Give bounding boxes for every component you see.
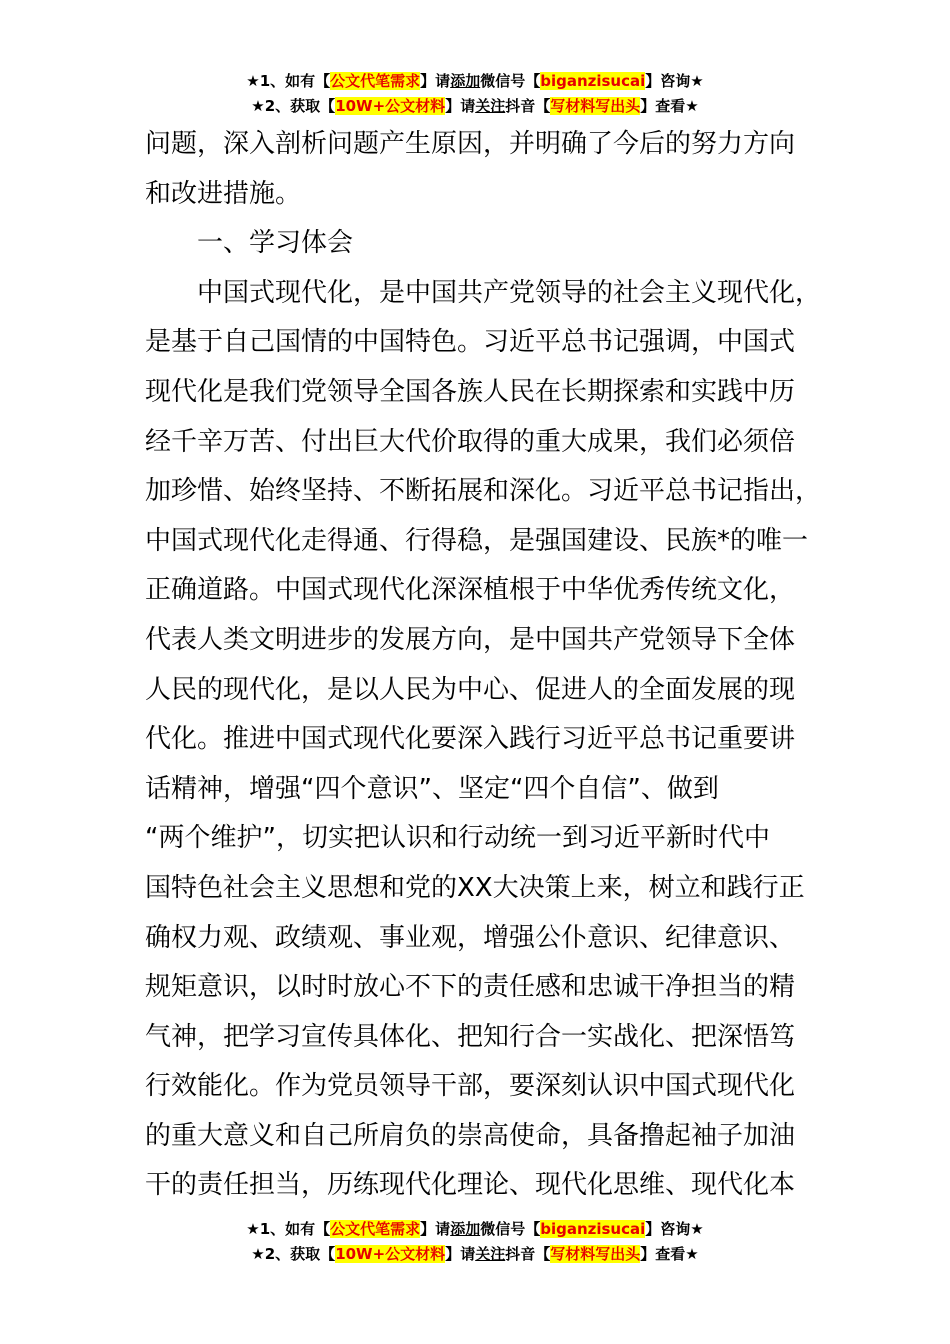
- promo-highlight-materials: 10W+公文材料: [335, 1245, 446, 1263]
- text-line: 是基于自己国情的中国特色。习近平总书记强调，中国式: [145, 327, 796, 358]
- text-line: 人民的现代化，是以人民为中心、促进人的全面发展的现: [145, 674, 796, 705]
- promo-line-2: ★2、获取【10W+公文材料】请关注抖音【写材料写出头】查看★: [251, 97, 699, 115]
- text-line: “两个维护”，切实把认识和行动统一到习近平新时代中: [145, 823, 770, 854]
- promo-highlight-wechat-id: biganzisucai: [540, 72, 646, 90]
- text-line: 话精神，增强“四个意识”、坚定“四个自信”、做到: [145, 773, 719, 804]
- promo-emphasis-add: 添加: [450, 1220, 481, 1238]
- text-line: 行效能化。作为党员领导干部，要深刻认识中国式现代化: [145, 1071, 796, 1102]
- promo-line-2: ★2、获取【10W+公文材料】请关注抖音【写材料写出头】查看★: [251, 1245, 699, 1263]
- promo-highlight-service: 公文代笔需求: [330, 72, 421, 90]
- text-line: 干的责任担当，历练现代化理论、现代化思维、现代化本: [145, 1170, 796, 1201]
- promo-emphasis-follow: 关注: [475, 97, 506, 115]
- text-line: 中国式现代化，是中国共产党领导的社会主义现代化，: [197, 277, 822, 308]
- promo-highlight-douyin: 写材料写出头: [550, 97, 641, 115]
- text-line: 中国式现代化走得通、行得稳，是强国建设、民族*的唯一: [145, 525, 809, 556]
- text-line: 国特色社会主义思想和党的XX大决策上来，树立和践行正: [145, 872, 805, 903]
- text-line: 正确道路。中国式现代化深深植根于中华优秀传统文化，: [145, 575, 796, 606]
- text-line: 的重大意义和自己所肩负的崇高使命，具备撸起袖子加油: [145, 1120, 796, 1151]
- text-line: 代表人类文明进步的发展方向，是中国共产党领导下全体: [145, 624, 796, 655]
- text-line: 加珍惜、始终坚持、不断拓展和深化。习近平总书记指出，: [145, 476, 822, 507]
- text-line: 和改进措施。: [145, 178, 302, 209]
- header-promo-banner: [0, 69, 950, 119]
- text-line: 经千辛万苦、付出巨大代价取得的重大成果，我们必须倍: [145, 426, 796, 457]
- promo-emphasis-follow: 关注: [475, 1245, 506, 1263]
- text-line: 问题，深入剖析问题产生原因，并明确了今后的努力方向: [145, 129, 796, 159]
- footer-promo-banner: [0, 1217, 950, 1267]
- text-line: 气神，把学习宣传具体化、把知行合一实战化、把深悟笃: [145, 1021, 796, 1052]
- text-line: 代化。推进中国式现代化要深入践行习近平总书记重要讲: [145, 724, 796, 755]
- section-heading: 一、学习体会: [197, 228, 354, 259]
- promo-highlight-douyin: 写材料写出头: [550, 1245, 641, 1263]
- promo-highlight-materials: 10W+公文材料: [335, 97, 446, 115]
- promo-emphasis-add: 添加: [450, 72, 481, 90]
- text-line: 现代化是我们党领导全国各族人民在长期探索和实践中历: [145, 376, 796, 407]
- promo-highlight-service: 公文代笔需求: [330, 1220, 421, 1238]
- promo-line-1: ★1、如有【公文代笔需求】请添加微信号【biganzisucai】咨询★: [246, 72, 704, 90]
- text-line: 确权力观、政绩观、事业观，增强公仆意识、纪律意识、: [145, 922, 796, 953]
- promo-line-1: ★1、如有【公文代笔需求】请添加微信号【biganzisucai】咨询★: [246, 1220, 704, 1238]
- text-line: 规矩意识，以时时放心不下的责任感和忠诚干净担当的精: [145, 972, 796, 1003]
- promo-highlight-wechat-id: biganzisucai: [540, 1220, 646, 1238]
- document-body: [145, 120, 825, 1211]
